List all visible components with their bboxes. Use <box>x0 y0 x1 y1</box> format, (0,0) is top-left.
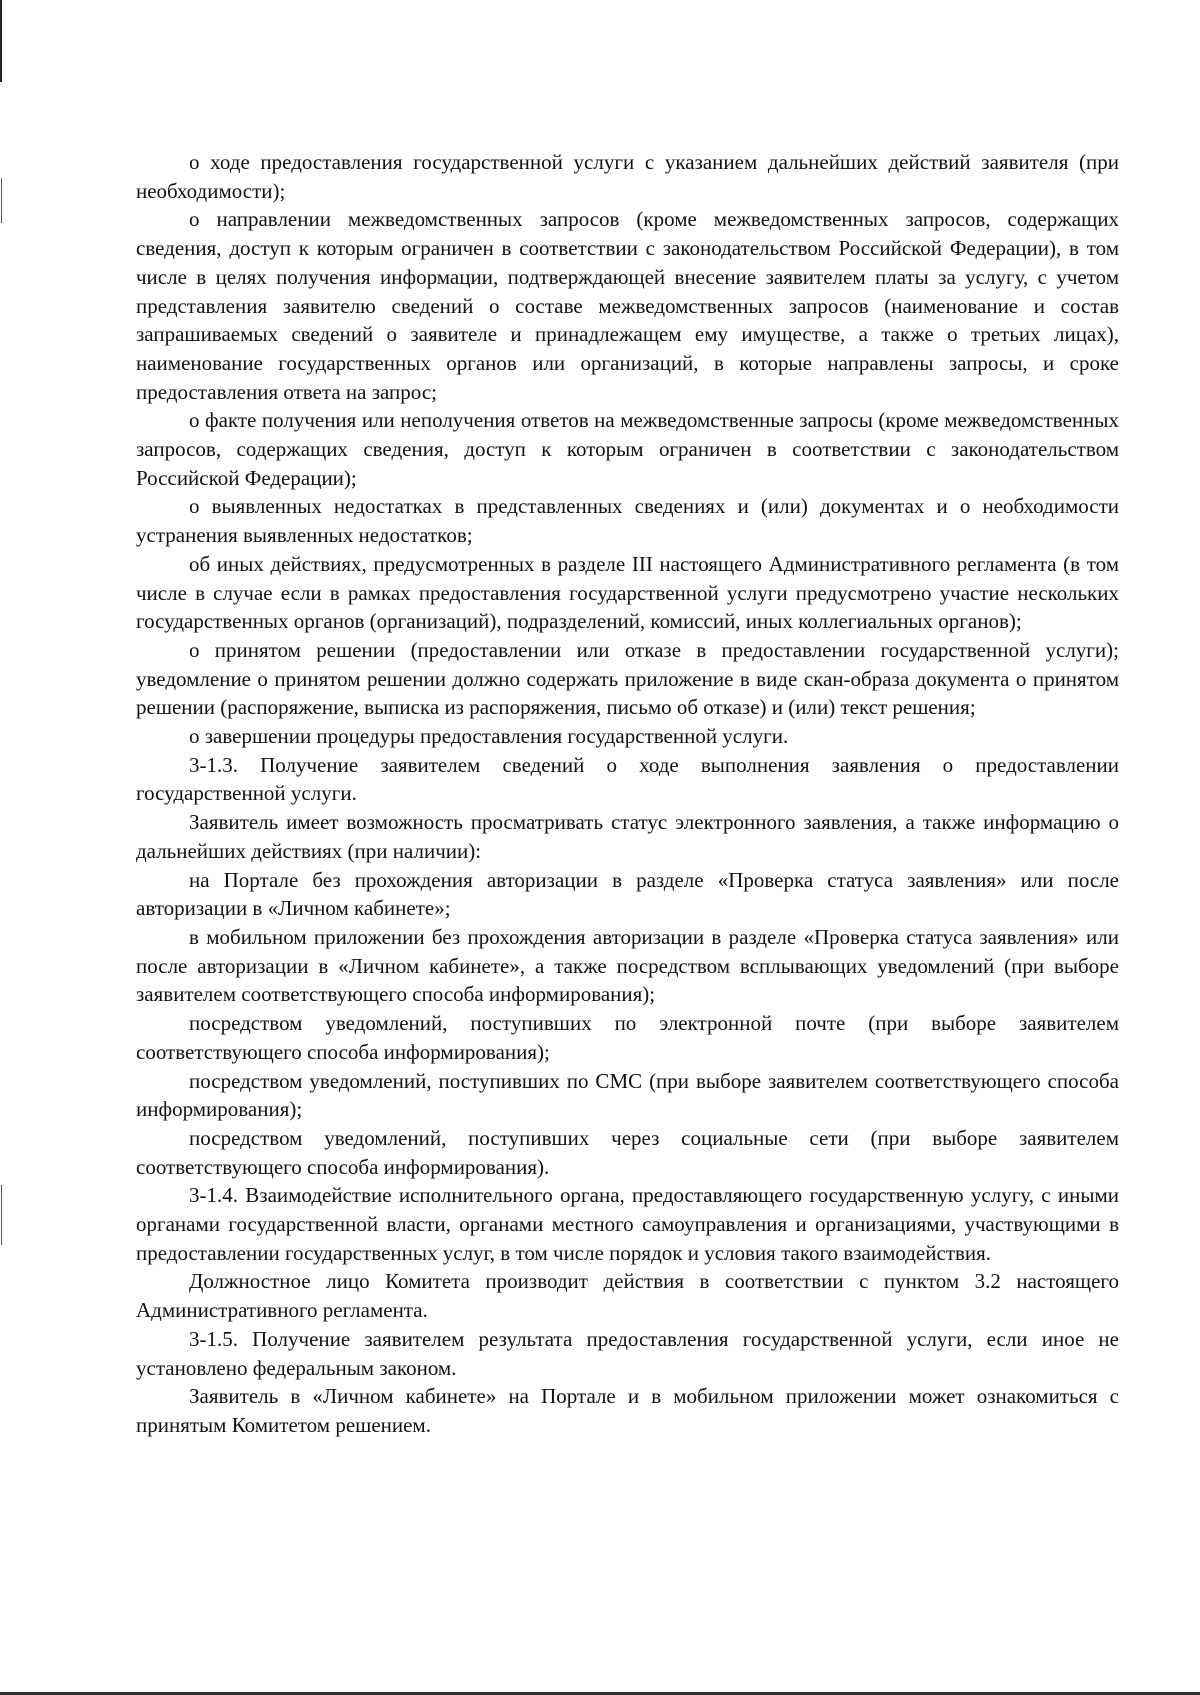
paragraph: о направлении межведомственных запросов (кроме межведомственных запросов, содержащих сведения, доступ к которым ограничен в соответствии с законодательством Российской Федерации), в том числе в целях получения информации, подтверждающей внесение заявителем платы за услугу, с учетом представления заявителю сведений о составе межведомственных запросов (наименование и состав запрашиваемых сведений о заявителе и принадлежащем ему имуществе, а также о третьих лицах), наименование государственных органов или организаций, в которые направлены запросы, и сроке предоставления ответа на запрос; <box>136 207 1119 404</box>
scan-edge-mark <box>1 178 2 223</box>
paragraph: 3-1.3. Получение заявителем сведений о ходе выполнения заявления о предоставлении государственной услуги. <box>136 752 1119 806</box>
paragraph: о принятом решении (предоставлении или отказе в предоставлении государственной услуги); уведомление о принятом решении должно содержать приложение в виде скан-образа документа о принятом решении (распоряжение, выписка из распоряжения, письмо об отказе) и (или) текст решения; <box>136 637 1119 720</box>
paragraph: посредством уведомлений, поступивших по электронной почте (при выборе заявителем соответствующего способа информирования); <box>136 1011 1119 1064</box>
paragraph: о завершении процедуры предоставления государственной услуги. <box>189 724 789 749</box>
paragraph: о ходе предоставления государственной услуги с указанием дальнейших действий заявителя (при необходимости); <box>136 150 1119 203</box>
paragraph: в мобильном приложении без прохождения авторизации в разделе «Проверка статуса заявления» или после авторизации в «Личном кабинете», а также посредством всплывающих уведомлений (при выборе заявителем соответствующего способа информирования); <box>136 924 1119 1007</box>
paragraph: посредством уведомлений, поступивших по СМС (при выборе заявителем соответствующего способа информирования); <box>136 1068 1119 1122</box>
paragraph: об иных действиях, предусмотренных в разделе III настоящего Административного регламента (в том числе в случае если в рамках предоставления государственной услуги предусмотрено участие нескольких государственных органов (организаций), подразделений, комиссий, иных коллегиальных органов); <box>136 551 1119 634</box>
paragraph: Заявитель в «Личном кабинете» на Портале и в мобильном приложении может ознакомиться с принятым Комитетом решением. <box>136 1384 1119 1437</box>
paragraph: посредством уведомлений, поступивших через социальные сети (при выборе заявителем соответствующего способа информирования). <box>136 1125 1119 1179</box>
paragraph: Заявитель имеет возможность просматривать статус электронного заявления, а также информацию о дальнейших действиях (при наличии): <box>136 810 1119 863</box>
paragraph: о выявленных недостатках в представленных сведениях и (или) документах и о необходимости устранения выявленных недостатков; <box>136 494 1119 548</box>
scan-edge-mark <box>0 0 2 82</box>
paragraph: на Портале без прохождения авторизации в разделе «Проверка статуса заявления» или после авторизации в «Личном кабинете»; <box>136 867 1119 921</box>
paragraph: 3-1.4. Взаимодействие исполнительного органа, предоставляющего государственную услугу, с иными органами государственной власти, органами местного самоуправления и организациями, участвующими в предоставлении государственных услуг, в том числе порядок и условия такого взаимодействия. <box>136 1183 1119 1265</box>
paragraph: о факте получения или неполучения ответов на межведомственные запросы (кроме межведомственных запросов, содержащих сведения, доступ к которым ограничен в соответствии с законодательством Российской Федерации); <box>136 408 1119 490</box>
paragraph: 3-1.5. Получение заявителем результата предоставления государственной услуги, если иное не установлено федеральным законом. <box>136 1326 1119 1380</box>
scan-edge-mark <box>1 1185 2 1245</box>
paragraph: Должностное лицо Комитета производит действия в соответствии с пунктом 3.2 настоящего Административного регламента. <box>136 1269 1119 1323</box>
document-body <box>136 148 1119 1440</box>
